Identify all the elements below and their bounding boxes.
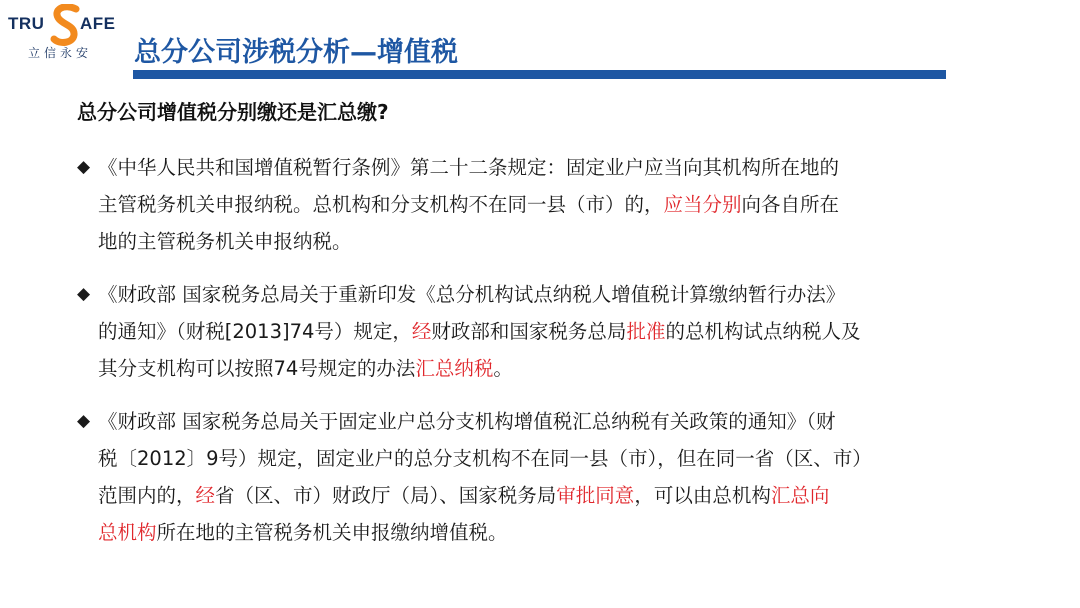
regulation-list	[77, 149, 1037, 551]
paragraph-line	[98, 313, 1037, 350]
text-segment: 。	[493, 357, 513, 380]
paragraph-line	[98, 477, 1037, 514]
paragraph-line	[98, 403, 1037, 440]
text-segment: 的通知》（财税[2013]74号）规定，	[98, 320, 412, 343]
text-segment: 地的主管税务机关申报纳税。	[98, 230, 352, 253]
text-segment: 税〔2012〕9号）规定，固定业户的总分支机构不在同一县（市），但在同一省（区、市）	[98, 447, 872, 470]
text-segment: 《财政部 国家税务总局关于固定业户总分支机构增值税汇总纳税有关政策的通知》（财	[98, 410, 836, 433]
paragraph-line	[98, 440, 1037, 477]
title-underline-bar	[133, 70, 946, 79]
highlighted-text: 汇总纳税	[415, 357, 494, 380]
highlighted-text: 经	[195, 484, 216, 507]
slide-title: 总分公司涉税分析—增值税	[134, 37, 458, 68]
text-segment: 省（区、市）财政厅（局）、国家税务局	[215, 484, 557, 507]
highlighted-text: 应当分别	[663, 193, 742, 216]
text-segment: ，可以由总机构	[634, 484, 771, 507]
diamond-bullet-icon: ◆	[77, 411, 91, 431]
paragraph-line	[98, 514, 1037, 551]
highlighted-text: 审批同意	[556, 484, 635, 507]
paragraph-line	[98, 149, 1037, 186]
paragraph-line	[98, 350, 1037, 387]
section-question: 总分公司增值税分别缴还是汇总缴?	[77, 100, 389, 124]
text-segment: 其分支机构可以按照74号规定的办法	[98, 357, 416, 380]
company-logo	[6, 4, 128, 68]
logo-s-icon	[50, 4, 82, 46]
text-segment: 向各自所在	[741, 193, 840, 216]
paragraph-line	[98, 186, 1037, 223]
highlighted-text: 经	[411, 320, 432, 343]
highlighted-text: 批准	[626, 320, 666, 343]
text-segment: 《中华人民共和国增值税暂行条例》第二十二条规定：固定业户应当向其机构所在地的	[98, 156, 840, 179]
regulation-paragraph	[77, 276, 1037, 387]
paragraph-line	[98, 276, 1037, 313]
highlighted-text: 总机构	[98, 521, 157, 544]
text-segment: 《财政部 国家税务总局关于重新印发《总分机构试点纳税人增值税计算缴纳暂行办法》	[98, 283, 846, 306]
text-segment: 主管税务机关申报纳税。总机构和分支机构不在同一县（市）的，	[98, 193, 664, 216]
text-segment: 范围内的，	[98, 484, 196, 507]
text-segment: 所在地的主管税务机关申报缴纳增值税。	[156, 521, 508, 544]
slide-content	[77, 96, 1037, 567]
paragraph-line	[98, 223, 1037, 260]
logo-chinese-name: 立信永安	[28, 46, 93, 60]
text-segment: 财政部和国家税务总局	[431, 320, 627, 343]
highlighted-text: 汇总向	[770, 484, 830, 507]
text-segment: 的总机构试点纳税人及	[665, 320, 861, 343]
logo-text-left: TRU	[8, 14, 45, 33]
diamond-bullet-icon: ◆	[77, 284, 91, 304]
regulation-paragraph	[77, 149, 1037, 260]
logo-text-right: AFE	[80, 14, 116, 33]
diamond-bullet-icon: ◆	[77, 157, 91, 177]
regulation-paragraph	[77, 403, 1037, 551]
